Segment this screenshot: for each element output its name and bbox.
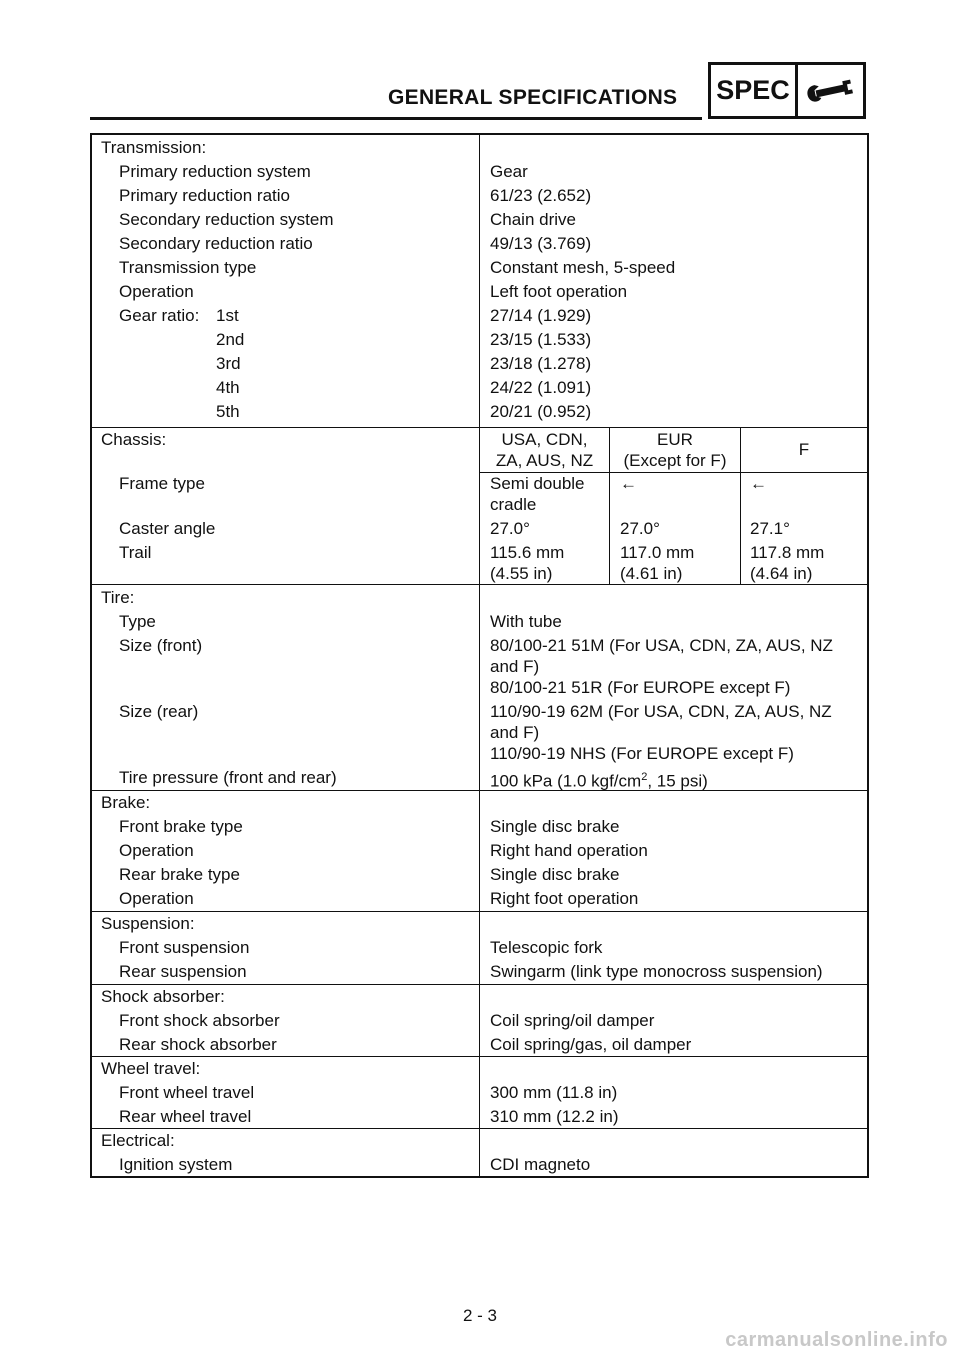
section-heading-tire: Tire: <box>101 588 135 607</box>
section-heading-suspension: Suspension: <box>101 914 195 933</box>
row-value: 61/23 (2.652) <box>490 186 592 205</box>
row-label: Secondary reduction system <box>119 210 334 229</box>
row-value: 27.1° <box>750 519 790 538</box>
row-label: Transmission type <box>119 258 257 277</box>
row-value: 310 mm (12.2 in) <box>490 1107 619 1126</box>
row-value: (4.61 in) <box>620 564 683 583</box>
row-label: Caster angle <box>119 519 216 538</box>
row-value: 110/90-19 62M (For USA, CDN, ZA, AUS, NZ <box>490 702 832 721</box>
chassis-col-header: F <box>798 440 810 459</box>
row-value: 117.0 mm <box>620 543 695 562</box>
row-value: With tube <box>490 612 562 631</box>
row-value: Swingarm (link type monocross suspension) <box>490 962 823 981</box>
watermark: carmanualsonline.info <box>725 1329 948 1351</box>
header-rule <box>90 117 702 120</box>
row-value: and F) <box>490 723 540 742</box>
row-value: Coil spring/oil damper <box>490 1011 655 1030</box>
row-label: Operation <box>119 282 194 301</box>
section-heading-shock-absorber: Shock absorber: <box>101 987 225 1006</box>
row-value: Left foot operation <box>490 282 628 301</box>
row-label: Type <box>119 612 156 631</box>
row-value: (4.64 in) <box>750 564 813 583</box>
section-heading-transmission: Transmission: <box>101 138 207 157</box>
row-value: 80/100-21 51R (For EUROPE except F) <box>490 678 791 697</box>
row-value: 80/100-21 51M (For USA, CDN, ZA, AUS, NZ <box>490 636 833 655</box>
spec-label: SPEC <box>711 65 798 116</box>
row-value: Chain drive <box>490 210 576 229</box>
row-label: Size (rear) <box>119 702 199 721</box>
section-divider <box>92 790 867 791</box>
section-divider <box>92 1128 867 1129</box>
row-label: Rear brake type <box>119 865 240 884</box>
gear-value: 23/18 (1.278) <box>490 354 592 373</box>
section-heading-electrical: Electrical: <box>101 1131 175 1150</box>
section-heading-chassis: Chassis: <box>101 430 167 449</box>
spec-table <box>90 133 869 1178</box>
section-divider <box>92 911 867 912</box>
section-divider <box>92 1056 867 1057</box>
page-title: GENERAL SPECIFICATIONS <box>388 86 678 109</box>
page-number: 2 - 3 <box>462 1306 498 1325</box>
row-label: Rear shock absorber <box>119 1035 277 1054</box>
row-label: Primary reduction system <box>119 162 311 181</box>
row-value: cradle <box>490 495 537 514</box>
section-heading-brake: Brake: <box>101 793 151 812</box>
row-value: CDI magneto <box>490 1155 591 1174</box>
row-value: ← <box>620 474 637 493</box>
row-value: Semi double <box>490 474 585 493</box>
row-value: 300 mm (11.8 in) <box>490 1083 618 1102</box>
row-label: Front brake type <box>119 817 243 836</box>
row-value: Right hand operation <box>490 841 648 860</box>
row-value: Constant mesh, 5-speed <box>490 258 676 277</box>
row-value: 110/90-19 NHS (For EUROPE except F) <box>490 744 794 763</box>
section-divider <box>92 984 867 985</box>
chassis-col-header: (Except for F) <box>623 451 727 470</box>
row-value: 27.0° <box>490 519 530 538</box>
row-value: 27.0° <box>620 519 660 538</box>
row-value: Telescopic fork <box>490 938 603 957</box>
row-label: Tire pressure (front and rear) <box>119 768 337 787</box>
row-label: Secondary reduction ratio <box>119 234 313 253</box>
row-label: Rear suspension <box>119 962 247 981</box>
row-value: Single disc brake <box>490 817 620 836</box>
gear-label: 4th <box>216 378 240 397</box>
gear-label: 1st <box>216 306 239 325</box>
tire-pressure-value <box>490 767 708 792</box>
chassis-col-header: ZA, AUS, NZ <box>495 451 594 470</box>
row-label: Size (front) <box>119 636 203 655</box>
gear-label: 5th <box>216 402 240 421</box>
row-label: Trail <box>119 543 152 562</box>
row-value: and F) <box>490 657 540 676</box>
gear-value: 27/14 (1.929) <box>490 306 592 325</box>
pressure-text: , 15 psi) <box>647 771 708 791</box>
row-label: Ignition system <box>119 1155 233 1174</box>
row-label: Front wheel travel <box>119 1083 255 1102</box>
pressure-superscript: 2 <box>641 771 648 783</box>
wrench-icon <box>797 65 863 116</box>
row-label: Operation <box>119 889 194 908</box>
row-label: Front suspension <box>119 938 250 957</box>
chassis-col-header: USA, CDN, <box>501 430 588 449</box>
row-value: Single disc brake <box>490 865 620 884</box>
row-value: 117.8 mm <box>750 543 825 562</box>
row-label: Front shock absorber <box>119 1011 280 1030</box>
row-label: Rear wheel travel <box>119 1107 252 1126</box>
row-label: Operation <box>119 841 194 860</box>
section-heading-wheel-travel: Wheel travel: <box>101 1059 201 1078</box>
pressure-text: 100 kPa (1.0 kgf/cm <box>490 771 642 791</box>
row-value: (4.55 in) <box>490 564 553 583</box>
gear-ratio-label: Gear ratio: <box>119 306 200 325</box>
row-value: Gear <box>490 162 528 181</box>
row-value: Right foot operation <box>490 889 639 908</box>
row-label: Primary reduction ratio <box>119 186 291 205</box>
section-divider <box>92 427 867 428</box>
column-divider <box>479 135 480 1178</box>
chassis-col-header: EUR <box>657 430 693 449</box>
row-value: 49/13 (3.769) <box>490 234 592 253</box>
gear-label: 3rd <box>216 354 241 373</box>
row-value: ← <box>750 474 767 493</box>
gear-value: 20/21 (0.952) <box>490 402 592 421</box>
row-label: Frame type <box>119 474 205 493</box>
row-value: Coil spring/gas, oil damper <box>490 1035 692 1054</box>
row-value: 115.6 mm <box>490 543 565 562</box>
gear-label: 2nd <box>216 330 245 349</box>
section-divider <box>92 584 867 585</box>
gear-value: 23/15 (1.533) <box>490 330 592 349</box>
gear-value: 24/22 (1.091) <box>490 378 592 397</box>
spec-badge <box>708 62 866 119</box>
